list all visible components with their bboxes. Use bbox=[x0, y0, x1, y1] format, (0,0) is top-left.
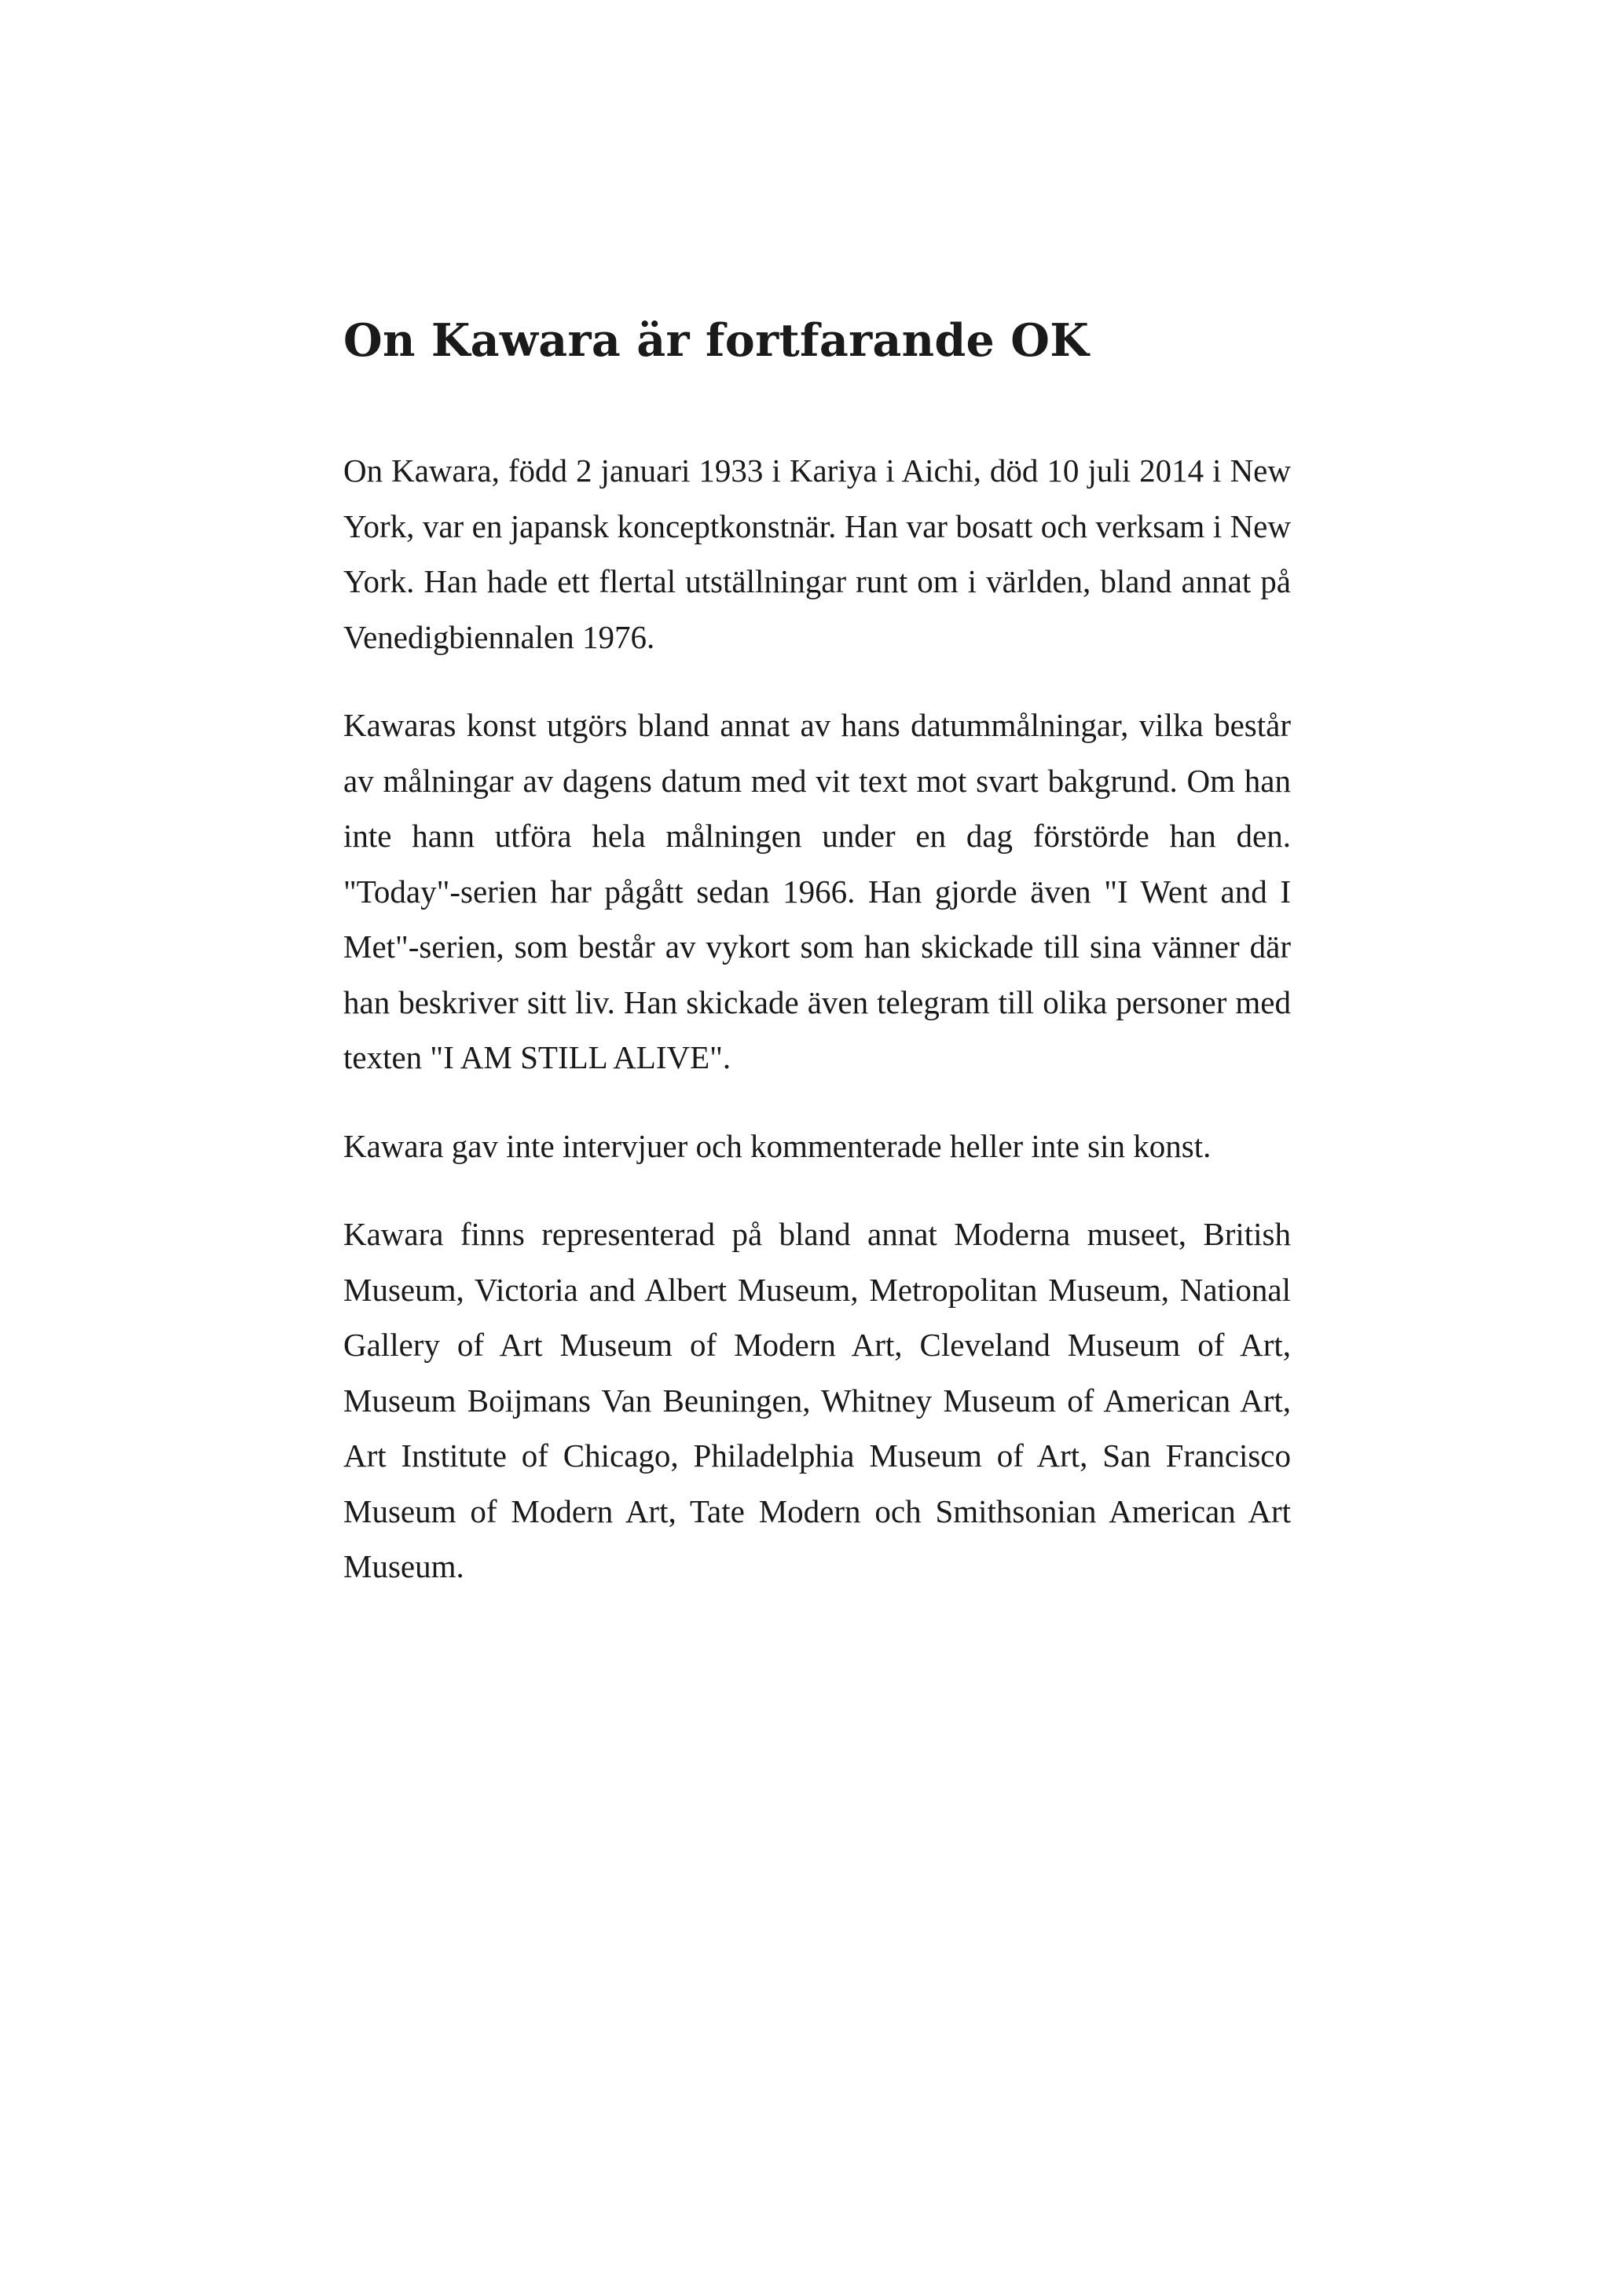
paragraph-interviews: Kawara gav inte intervjuer och kommenterade heller inte sin konst. bbox=[343, 1127, 1212, 1164]
paragraph-biography: On Kawara, född 2 januari 1933 i Kariya i Aichi, död 10 juli 2014 i New York, var en japansk konceptkonstnär. Han var bosatt och verksam i New York. Han hade ett flertal utställningar runt om i världen, bland annat på Venedigbiennalen 1976. bbox=[343, 452, 1291, 655]
document-body bbox=[343, 314, 1291, 1628]
document-title: On Kawara är fortfarande OK bbox=[343, 314, 1090, 367]
paragraph-collections: Kawara finns representerad på bland annat Moderna museet, British Museum, Victoria and Albert Museum, Metropolitan Museum, National Gallery of Art Museum of Modern Art, Cleveland Museum of Art, Museum Boijmans Van Beuningen, Whitney Museum of American Art, Art Institute of Chicago, Philadelphia Museum of Art, San Francisco Museum of Modern Art, Tate Modern och Smithsonian American Art Museum. bbox=[343, 1216, 1291, 1585]
paragraph-art-works: Kawaras konst utgörs bland annat av hans datummålningar, vilka består av målningar av dagens datum med vit text mot svart bakgrund. Om han inte hann utföra hela målningen under en dag förstörde han den. "Today"-serien har pågått sedan 1966. Han gjorde även "I Went and I Met"-serien, som består av vykort som han skickade till sina vänner där han beskriver sitt liv. Han skickade även telegram till olika personer med texten "I AM STILL ALIVE". bbox=[343, 707, 1291, 1076]
